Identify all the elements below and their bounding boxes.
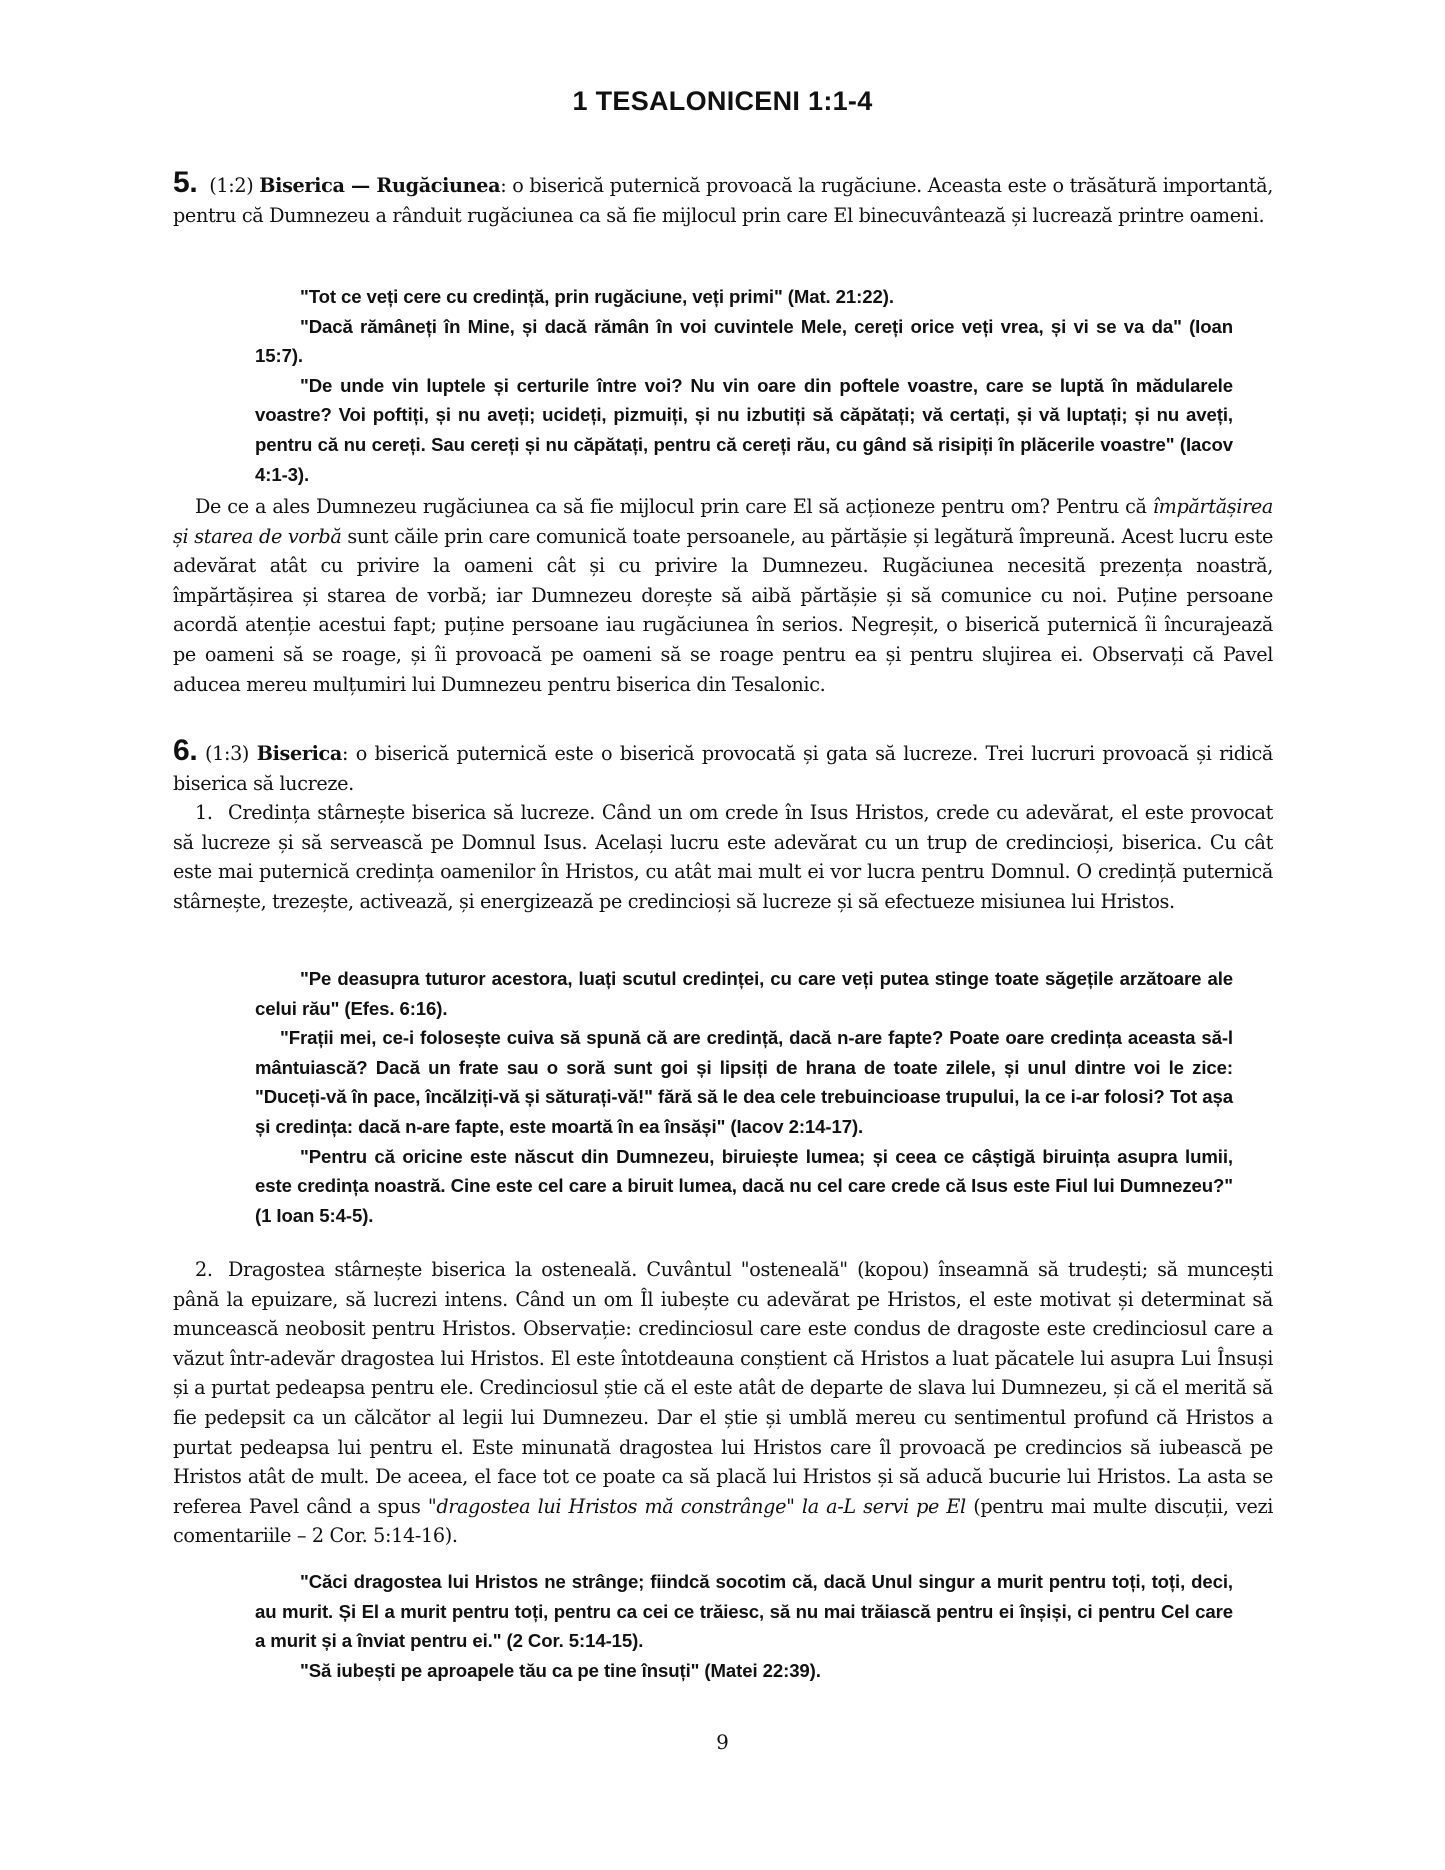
section-heading: Biserica [256, 742, 342, 765]
scripture-quote: "Să iubești pe aproapele tău ca pe tine însuți" (Matei 22:39). [300, 1659, 821, 1681]
section-6-quotes-2 [255, 1567, 1233, 1685]
section-5-intro [173, 168, 1273, 230]
page-number: 9 [716, 1730, 729, 1754]
section-number: 5. [173, 166, 198, 199]
point-number: 1. [195, 801, 213, 825]
section-6-quotes-1 [255, 964, 1233, 1230]
scripture-quote: "Frații mei, ce-i folosește cuiva să spună că are credință, dacă n-are fapte? Poate oare credința aceasta să-l mântuiască? Dacă un frate sau o soră sunt goi și lipsiți de hrana de toate zilele, și unul dintre voi le zice: "Duceți-vă în pace, încălziți-vă și săturați-vă!" fără să le dea cele trebuincioase trupului, la ce i-ar folosi? Tot așa și credința: dacă n-are fapte, este moartă în ea însăși" (Iacov 2:14-17). [255, 1027, 1233, 1137]
scripture-quote: "De unde vin luptele și certurile între voi? Nu vin oare din poftele voastre, care se luptă în mădularele voastre? Voi poftiți, și nu aveți; ucideți, pizmuiți, și nu izbutiți să căpătați; vă certați, și vă luptați; și nu aveți, pentru că nu cereți. Sau cereți și nu căpătați, pentru că cereți rău, cu gând să risipiți în plăcerile voastre" (Iacov 4:1-3). [255, 374, 1233, 485]
scripture-quote: "Dacă rămâneți în Mine, și dacă rămân în voi cuvintele Mele, cereți orice veți vrea, și vi se va da" (Ioan 15:7). [255, 315, 1233, 367]
body-text: sunt căile prin care comunică toate persoanele, au părtășie și legătură împreună. Acest lucru este adevărat atât cu privire la oameni cât și cu privire la Dumnezeu. Rugăciunea necesită prezența noastră, împărtășirea și starea de vorbă; iar Dumnezeu dorește să aibă părtășie și să comunice cu noi. Puține persoane acordă atenție acestui fapt; puține persoane iau rugăciunea în serios. Negreșit, o biserică puternică îi încurajează pe oameni să se roage, și îi provoacă pe oameni să se roage pentru ea și pentru slujirea ei. Observați că Pavel aducea mereu mulțumiri lui Dumnezeu pentru biserica din Tesalonic. [173, 524, 1273, 696]
scripture-quote: "Pentru că oricine este născut din Dumnezeu, biruiește lumea; și ceea ce câștigă biruința asupra lumii, este credința noastră. Cine este cel care a biruit lumea, dacă nu cel care crede că Isus este Fiul lui Dumnezeu?" (1 Ioan 5:4-5). [255, 1145, 1233, 1226]
section-intro-text: : o biserică puternică provoacă la rugăciune. Aceasta este o trăsătură importantă, pentru că Dumnezeu a rânduit rugăciunea ca să fie mijlocul prin care El binecuvântează și lucrează printre oameni. [173, 174, 1273, 227]
point-2 [173, 1255, 1273, 1551]
section-heading: Biserica — Rugăciunea [259, 174, 501, 197]
point-text: (pentru mai multe discuții, vezi comentariile – 2 Cor. 5:14-16). [173, 1494, 1273, 1548]
point-number: 2. [195, 1258, 213, 1281]
body-text-italic: împărtășirea și starea de vorbă [173, 495, 1273, 548]
body-text: De ce a ales Dumnezeu rugăciunea ca să fie mijlocul prin care El să acționeze pentru om? Pentru că [195, 495, 1153, 518]
scripture-quote: "Tot ce veți cere cu credință, prin rugăciune, veți primi" (Mat. 21:22). [300, 286, 894, 307]
section-6-intro [173, 736, 1273, 917]
section-5-body [173, 492, 1273, 699]
scripture-quote: "Căci dragostea lui Hristos ne strânge; fiindcă socotim că, dacă Unul singur a murit pentru toți, toți, deci, au murit. Și El a murit pentru toți, pentru ca cei ce trăiesc, să nu mai trăiască pentru ei înșiși, ci pentru Cel care a murit și a înviat pentru ei." (2 Cor. 5:14-15). [255, 1571, 1233, 1652]
page-title: 1 TESALONICENI 1:1-4 [572, 86, 873, 116]
verse-ref: (1:2) [209, 174, 254, 197]
section-number: 6. [173, 734, 198, 767]
point-text: Credința stârnește biserica să lucreze. Când un om crede în Isus Hristos, crede cu adevărat, el este provocat să lucreze și să servească pe Domnul Isus. Același lucru este adevărat cu un trup de credincioși, biserica. Cu cât este mai puternică credința oamenilor în Hristos, cu atât mai mult ei vor lucra pentru Domnul. O credință puternică stârnește, trezește, activează, și energizează pe credincioși să lucreze și să efectueze misiunea lui Hristos. [173, 801, 1273, 913]
scripture-quote: "Pe deasupra tuturor acestora, luați scutul credinței, cu care veți putea stinge toate săgețile arzătoare ale celui rău" (Efes. 6:16). [255, 968, 1233, 1019]
section-5-quotes [255, 282, 1233, 489]
point-text: Dragostea stârnește biserica la osteneală. Cuvântul "osteneală" (kopou) înseamnă să trudești; să muncești până la epuizare, să lucrezi intens. Când un om Îl iubește cu adevărat pe Hristos, el este motivat și determinat să muncească neobosit pentru Hristos. Observație: credinciosul care este condus de dragoste este credinciosul care a văzut într-adevăr dragostea lui Hristos. El este întotdeauna conștient că Hristos a luat păcatele lui asupra Lui Însuși și a purtat pedeapsa pentru ele. Credinciosul știe că el este atât de departe de slava lui Dumnezeu, și că el merită să fie pedepsit ca un călcător al legii lui Dumnezeu. Dar el știe și umblă mereu cu sentimentul profund că Hristos a purtat pedeapsa lui pentru el. Este minunată dragostea lui Hristos care îl provoacă pe credincios să iubească pe Hristos atât de mult. De aceea, el face tot ce poate ca să placă lui Hristos și să aducă bucurie lui Hristos. La asta se referea Pavel când a spus [173, 1258, 1273, 1518]
section-intro-text: : o biserică puternică este o biserică provocată și gata să lucreze. Trei lucruri provoacă și ridică biserica să lucreze. [173, 742, 1273, 795]
point-1 [173, 798, 1273, 916]
point-text-italic: "dragostea lui Hristos mă constrânge" la a-L servi pe El [427, 1494, 966, 1518]
verse-ref: (1:3) [204, 742, 250, 765]
